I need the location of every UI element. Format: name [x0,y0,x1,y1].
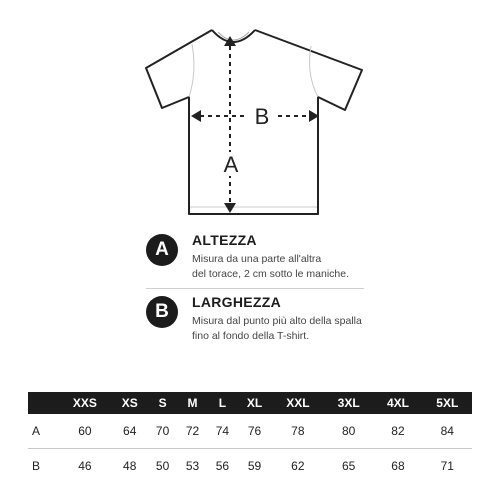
table-cell: 59 [247,459,262,473]
size-header: M [178,392,208,414]
size-header: 3XL [324,392,373,414]
table-cell: 72 [178,414,208,449]
size-header-row [28,392,472,414]
legend-desc-larghezza: Misura dal punto più alto della spalla fino al fondo della T-shirt. [192,315,362,342]
table-cell: 46 [78,459,92,473]
table-cell: 80 [324,414,373,449]
diagram-label-a: A [223,152,239,177]
legend-divider [146,288,364,289]
row-label: A [28,414,58,449]
legend-title-altezza: ALTEZZA [192,232,257,248]
tshirt-diagram [0,0,500,230]
legend-item-altezza [146,234,349,282]
table-cell: 48 [123,459,137,473]
table-cell: 62 [291,459,305,473]
legend-item-larghezza [146,296,362,344]
table-cell: 71 [440,459,454,473]
badge-a: A [146,234,178,266]
size-header: 4XL [373,392,422,414]
table-cell: 53 [185,459,200,473]
size-header: XL [237,392,271,414]
size-header: XXL [272,392,324,414]
table-row [28,449,472,484]
table-row [28,414,472,449]
table-cell: 84 [423,414,472,449]
table-cell: 65 [341,459,356,473]
table-cell: 68 [391,459,405,473]
legend-desc-altezza: Misura da una parte all'altra del torace, 2 cm sotto le maniche. [192,253,349,280]
size-header: XXS [58,392,112,414]
size-header-corner [28,392,58,414]
row-label: B [32,459,41,473]
table-cell: 60 [58,414,112,449]
table-cell: 78 [272,414,324,449]
size-table [28,392,472,483]
table-cell: 70 [148,414,178,449]
table-cell: 74 [207,414,237,449]
size-header: 5XL [423,392,472,414]
table-cell: 64 [112,414,148,449]
table-cell: 50 [155,459,170,473]
diagram-label-b: B [254,104,270,129]
table-cell: 82 [373,414,422,449]
size-header: XS [112,392,148,414]
size-header: L [207,392,237,414]
legend-title-larghezza: LARGHEZZA [192,294,282,310]
table-cell: 76 [237,414,271,449]
badge-b: B [146,296,178,328]
size-header: S [148,392,178,414]
table-cell: 56 [215,459,230,473]
